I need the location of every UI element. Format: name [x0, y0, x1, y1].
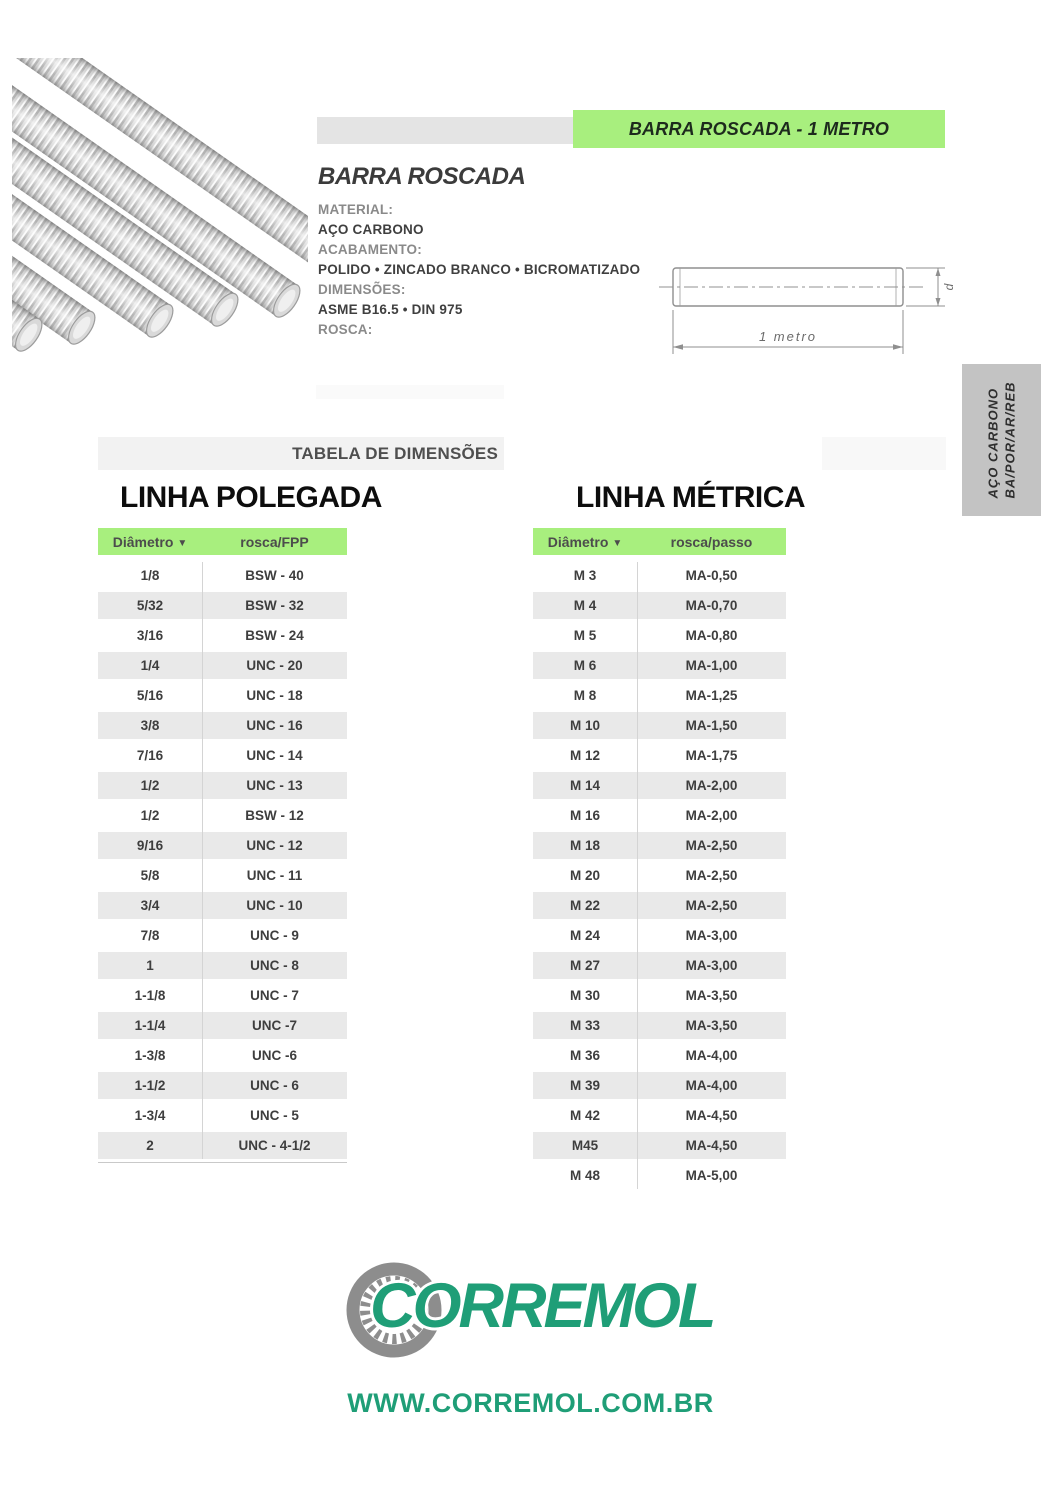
diameter-dim-label: d — [942, 283, 956, 291]
product-specs — [318, 200, 648, 340]
thread-cell: BSW - 24 — [245, 628, 304, 643]
diameter-cell: M 20 — [569, 868, 600, 883]
thread-cell: UNC - 7 — [250, 988, 299, 1003]
thread-cell: MA-3,00 — [685, 928, 738, 943]
thread-cell: BSW - 40 — [245, 568, 304, 583]
table-row — [98, 562, 347, 589]
diameter-cell: 1-1/4 — [134, 1018, 166, 1033]
table-row — [98, 1042, 347, 1069]
rod-dimension-diagram — [655, 256, 960, 364]
diameter-cell: M 5 — [573, 628, 597, 643]
inch-table-body — [98, 562, 347, 1159]
thread-cell: UNC - 20 — [246, 658, 303, 673]
thread-cell: UNC - 8 — [250, 958, 299, 973]
banner-title-bar — [573, 110, 945, 148]
side-category-tab — [962, 364, 1041, 516]
inch-table-title: LINHA POLEGADA — [120, 481, 382, 514]
table-row — [533, 892, 786, 919]
thread-cell: MA-2,00 — [685, 778, 738, 793]
diameter-cell: M 30 — [569, 988, 600, 1003]
dimensions-value: ASME B16.5 • DIN 975 — [318, 302, 463, 317]
table-row — [98, 682, 347, 709]
diameter-cell: M 22 — [569, 898, 600, 913]
diameter-header-label: Diâmetro — [112, 533, 174, 550]
length-dim-label: 1 metro — [758, 329, 818, 344]
product-photo — [12, 58, 308, 358]
table-row — [533, 832, 786, 859]
diameter-cell: M 12 — [569, 748, 600, 763]
thread-cell: MA-0,80 — [685, 628, 738, 643]
diameter-cell: 1-3/8 — [134, 1048, 166, 1063]
table-row — [533, 682, 786, 709]
thread-cell: UNC - 11 — [246, 868, 303, 883]
table-row — [533, 802, 786, 829]
diameter-cell: 1-3/4 — [134, 1108, 166, 1123]
thread-cell: MA-1,25 — [685, 688, 738, 703]
table-row — [533, 622, 786, 649]
thread-cell: MA-1,50 — [685, 718, 738, 733]
table-row — [98, 652, 347, 679]
diameter-cell: M 24 — [569, 928, 600, 943]
metric-table-header — [533, 528, 786, 555]
material-value: AÇO CARBONO — [318, 222, 424, 237]
table-row — [533, 1162, 786, 1189]
table-row — [533, 1132, 786, 1159]
table-row — [98, 712, 347, 739]
diameter-cell: M 3 — [573, 568, 597, 583]
finish-label: ACABAMENTO: — [318, 242, 422, 257]
thread-cell: MA-5,00 — [685, 1168, 738, 1183]
thread-cell: MA-0,50 — [685, 568, 738, 583]
thread-cell: UNC - 6 — [250, 1078, 299, 1093]
diameter-cell: M 6 — [573, 658, 597, 673]
diameter-cell: 1/2 — [140, 778, 160, 793]
thread-cell: BSW - 32 — [245, 598, 304, 613]
diameter-cell: 5/16 — [136, 688, 164, 703]
banner-gray-strip — [317, 117, 574, 144]
side-tab-text — [985, 381, 1019, 498]
diameter-cell: 9/16 — [136, 838, 164, 853]
diameter-cell: 1/8 — [140, 568, 160, 583]
diameter-cell: 1/2 — [140, 808, 160, 823]
thread-cell: MA-4,00 — [685, 1048, 738, 1063]
table-row — [98, 802, 347, 829]
thread-cell: UNC - 12 — [246, 838, 303, 853]
brand-name: CORREMOL — [370, 1271, 714, 1341]
table-row — [98, 1102, 347, 1129]
table-row — [533, 1072, 786, 1099]
table-row — [98, 592, 347, 619]
metric-table — [533, 528, 786, 1192]
diameter-cell: 1-1/2 — [134, 1078, 166, 1093]
decorative-strip — [316, 385, 504, 399]
threaded-rods-illustration — [12, 58, 308, 358]
diameter-cell: M 10 — [569, 718, 600, 733]
table-row — [98, 622, 347, 649]
diameter-cell: 1 — [146, 958, 154, 973]
diameter-cell: M 48 — [569, 1168, 600, 1183]
decorative-box — [822, 437, 946, 470]
table-row — [98, 1072, 347, 1099]
thread-cell: MA-3,50 — [685, 988, 738, 1003]
diameter-cell: M45 — [571, 1138, 599, 1153]
material-label: MATERIAL: — [318, 202, 394, 217]
diameter-cell: 5/8 — [140, 868, 160, 883]
thread-cell: MA-3,50 — [685, 1018, 738, 1033]
table-row — [98, 982, 347, 1009]
table-row — [533, 982, 786, 1009]
diameter-cell: 7/8 — [140, 928, 160, 943]
table-row — [533, 562, 786, 589]
diameter-cell: 3/16 — [136, 628, 164, 643]
table-row — [98, 742, 347, 769]
thread-cell: MA-3,00 — [685, 958, 738, 973]
technical-drawing — [655, 256, 960, 364]
diameter-cell: 1/4 — [140, 658, 160, 673]
thread-cell: BSW - 12 — [245, 808, 304, 823]
thread-cell: UNC - 5 — [250, 1108, 299, 1123]
side-tab-line2: BA/POR/AR/REB — [1002, 381, 1018, 499]
section-title-box: TABELA DE DIMENSÕES — [98, 437, 504, 470]
table-row — [533, 1102, 786, 1129]
diameter-cell: M 33 — [569, 1018, 600, 1033]
diameter-cell: 5/32 — [136, 598, 164, 613]
table-row — [98, 922, 347, 949]
diameter-cell: M 16 — [569, 808, 600, 823]
table-row — [98, 772, 347, 799]
diameter-cell: 2 — [146, 1138, 154, 1153]
diameter-cell: 3/4 — [140, 898, 160, 913]
diameter-cell: M 4 — [573, 598, 597, 613]
thread-cell: MA-0,70 — [685, 598, 738, 613]
thread-cell: UNC -6 — [251, 1048, 297, 1063]
diameter-cell: 1-1/8 — [134, 988, 166, 1003]
thread-cell: UNC - 9 — [250, 928, 299, 943]
table-row — [533, 862, 786, 889]
sort-down-icon: ▼ — [177, 537, 188, 549]
sort-down-icon: ▼ — [612, 537, 623, 549]
thread-cell: UNC - 16 — [246, 718, 303, 733]
thread-cell: UNC -7 — [251, 1018, 297, 1033]
banner-title: BARRA ROSCADA - 1 METRO — [628, 118, 890, 139]
dimensions-label: DIMENSÕES: — [318, 282, 406, 297]
thread-cell: MA-4,50 — [685, 1108, 738, 1123]
column-divider — [202, 562, 203, 1159]
thread-cell: MA-4,00 — [685, 1078, 738, 1093]
thread-cell: MA-2,50 — [685, 868, 738, 883]
thread-cell: UNC - 10 — [246, 898, 303, 913]
table-row — [533, 652, 786, 679]
diameter-cell: M 42 — [569, 1108, 600, 1123]
website-url: WWW.CORREMOL.COM.BR — [347, 1388, 714, 1418]
finish-value: POLIDO • ZINCADO BRANCO • BICROMATIZADO — [318, 262, 641, 277]
table-row — [98, 952, 347, 979]
side-tab-line1: AÇO CARBONO — [985, 387, 1001, 499]
diameter-cell: M 18 — [569, 838, 600, 853]
diameter-cell: M 8 — [573, 688, 597, 703]
thread-cell: MA-1,75 — [685, 748, 738, 763]
thread-cell: UNC - 13 — [246, 778, 303, 793]
table-row — [533, 772, 786, 799]
metric-table-body — [533, 562, 786, 1189]
thread-cell: UNC - 4-1/2 — [238, 1138, 311, 1153]
brand-logo — [340, 1254, 770, 1372]
inch-col-thread: rosca/FPP — [240, 533, 309, 550]
table-row — [533, 922, 786, 949]
thread-cell: MA-1,00 — [685, 658, 738, 673]
table-row — [533, 742, 786, 769]
table-row — [533, 952, 786, 979]
table-row — [98, 862, 347, 889]
inch-col-diameter — [98, 534, 202, 550]
thread-cell: UNC - 18 — [246, 688, 303, 703]
thread-label: ROSCA: — [318, 322, 373, 337]
table-bottom-rule — [98, 1162, 347, 1163]
table-row — [533, 1042, 786, 1069]
metric-col-thread: rosca/passo — [670, 533, 753, 550]
thread-cell: MA-2,50 — [685, 898, 738, 913]
thread-cell: MA-4,50 — [685, 1138, 738, 1153]
table-row — [98, 1132, 347, 1159]
table-row — [533, 592, 786, 619]
table-row — [98, 1012, 347, 1039]
metric-table-title: LINHA MÉTRICA — [576, 481, 806, 514]
diameter-cell: M 39 — [569, 1078, 600, 1093]
diameter-cell: M 14 — [569, 778, 600, 793]
table-row — [98, 832, 347, 859]
thread-cell: UNC - 14 — [246, 748, 303, 763]
thread-cell: MA-2,00 — [685, 808, 738, 823]
inch-table-header — [98, 528, 347, 555]
diameter-header-label: Diâmetro — [547, 533, 609, 550]
page-title: BARRA ROSCADA — [318, 163, 526, 190]
table-row — [533, 1012, 786, 1039]
inch-table — [98, 528, 347, 1163]
column-divider — [637, 562, 638, 1189]
thread-cell: MA-2,50 — [685, 838, 738, 853]
metric-col-diameter — [533, 534, 637, 550]
table-row — [533, 712, 786, 739]
table-row — [98, 892, 347, 919]
diameter-cell: M 36 — [569, 1048, 600, 1063]
diameter-cell: M 27 — [569, 958, 600, 973]
diameter-cell: 7/16 — [136, 748, 164, 763]
diameter-cell: 3/8 — [140, 718, 160, 733]
